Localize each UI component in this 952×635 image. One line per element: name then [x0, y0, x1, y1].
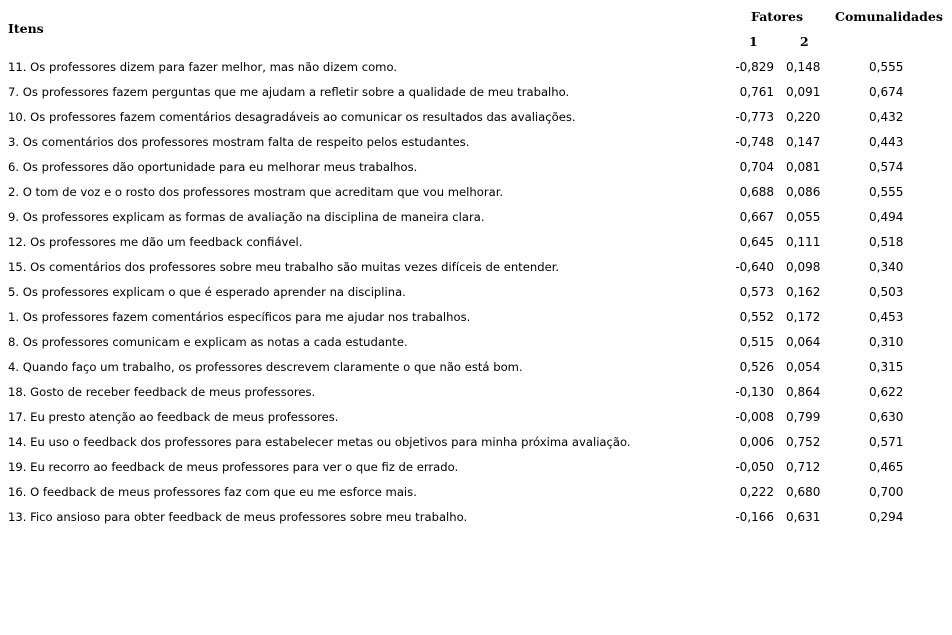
factor-2-loading: 0,091	[786, 85, 821, 99]
factor-2-loading: 0,680	[786, 485, 821, 499]
factors-header: Fatores	[751, 9, 803, 24]
item-text: 13. Fico ansioso para obter feedback de meus professores sobre meu trabalho.	[8, 510, 468, 524]
table-row	[0, 257, 952, 282]
factor-1-loading: -0,050	[735, 460, 774, 474]
factor-1-loading: 0,645	[739, 235, 774, 249]
factor-1-loading: -0,130	[735, 385, 774, 399]
factor-2-loading: 0,631	[786, 510, 821, 524]
factor-2-loading: 0,162	[786, 285, 821, 299]
item-text: 4. Quando faço um trabalho, os professores descrevem claramente o que não está bom.	[8, 360, 523, 374]
item-text: 10. Os professores fazem comentários desagradáveis ao comunicar os resultados das avaliações.	[8, 110, 576, 124]
item-text: 7. Os professores fazem perguntas que me ajudam a refletir sobre a qualidade de meu trabalho.	[8, 85, 570, 99]
factor-1-loading: 0,704	[739, 160, 774, 174]
factor-2-loading: 0,864	[786, 385, 821, 399]
table-row	[0, 282, 952, 307]
table-row	[0, 182, 952, 207]
table-row	[0, 482, 952, 507]
communality-value: 0,340	[869, 260, 904, 274]
factor-2-loading: 0,799	[786, 410, 821, 424]
factor-2-loading: 0,220	[786, 110, 821, 124]
factor-2-loading: 0,172	[786, 310, 821, 324]
factor-2-loading: 0,148	[786, 60, 821, 74]
communality-value: 0,700	[869, 485, 904, 499]
factor-1-loading: -0,640	[735, 260, 774, 274]
communality-value: 0,555	[869, 185, 904, 199]
factor-2-loading: 0,712	[786, 460, 821, 474]
item-text: 12. Os professores me dão um feedback confiável.	[8, 235, 303, 249]
communality-value: 0,310	[869, 335, 904, 349]
item-text: 17. Eu presto atenção ao feedback de meus professores.	[8, 410, 339, 424]
table-row	[0, 307, 952, 332]
factor-1-loading: -0,829	[735, 60, 774, 74]
communality-value: 0,630	[869, 410, 904, 424]
communality-value: 0,494	[869, 210, 904, 224]
item-text: 15. Os comentários dos professores sobre meu trabalho são muitas vezes difíceis de entender.	[8, 260, 560, 274]
factor-1-loading: -0,008	[735, 410, 774, 424]
communality-value: 0,555	[869, 60, 904, 74]
factor-2-loading: 0,055	[786, 210, 821, 224]
factor-1-loading: 0,573	[739, 285, 774, 299]
factor-1-loading: 0,761	[739, 85, 774, 99]
item-text: 18. Gosto de receber feedback de meus professores.	[8, 385, 316, 399]
table-row	[0, 432, 952, 457]
items-header: Itens	[8, 21, 44, 36]
factor-1-loading: 0,526	[739, 360, 774, 374]
communality-value: 0,571	[869, 435, 904, 449]
table-row	[0, 332, 952, 357]
item-text: 1. Os professores fazem comentários específicos para me ajudar nos trabalhos.	[8, 310, 471, 324]
item-text: 14. Eu uso o feedback dos professores para estabelecer metas ou objetivos para minha próxima avaliação.	[8, 435, 631, 449]
item-text: 9. Os professores explicam as formas de avaliação na disciplina de maneira clara.	[8, 210, 485, 224]
communality-value: 0,518	[869, 235, 904, 249]
factor-1-loading: -0,773	[735, 110, 774, 124]
factor-1-loading: 0,688	[739, 185, 774, 199]
table-row	[0, 132, 952, 157]
item-text: 8. Os professores comunicam e explicam as notas a cada estudante.	[8, 335, 408, 349]
communality-value: 0,432	[869, 110, 904, 124]
communality-value: 0,443	[869, 135, 904, 149]
communality-value: 0,294	[869, 510, 904, 524]
table-row	[0, 232, 952, 257]
factor-1-loading: 0,006	[739, 435, 774, 449]
factor-2-header: 2	[800, 34, 809, 49]
table-row	[0, 382, 952, 407]
item-text: 5. Os professores explicam o que é esperado aprender na disciplina.	[8, 285, 406, 299]
communality-value: 0,315	[869, 360, 904, 374]
table-row	[0, 107, 952, 132]
communality-value: 0,574	[869, 160, 904, 174]
communality-value: 0,453	[869, 310, 904, 324]
factor-2-loading: 0,752	[786, 435, 821, 449]
factor-2-loading: 0,064	[786, 335, 821, 349]
communalities-header: Comunalidades	[835, 9, 943, 24]
item-text: 16. O feedback de meus professores faz com que eu me esforce mais.	[8, 485, 417, 499]
factor-1-header: 1	[749, 34, 758, 49]
table-row	[0, 357, 952, 382]
table-row	[0, 157, 952, 182]
factor-1-loading: 0,222	[739, 485, 774, 499]
factor-2-loading: 0,086	[786, 185, 821, 199]
communality-value: 0,622	[869, 385, 904, 399]
factor-2-loading: 0,147	[786, 135, 821, 149]
factor-1-loading: 0,552	[739, 310, 774, 324]
item-text: 6. Os professores dão oportunidade para eu melhorar meus trabalhos.	[8, 160, 418, 174]
factor-table-body	[0, 57, 952, 532]
communality-value: 0,465	[869, 460, 904, 474]
factor-2-loading: 0,098	[786, 260, 821, 274]
table-row	[0, 457, 952, 482]
table-row	[0, 507, 952, 532]
item-text: 11. Os professores dizem para fazer melhor, mas não dizem como.	[8, 60, 398, 74]
factor-2-loading: 0,111	[786, 235, 821, 249]
factor-1-loading: -0,166	[735, 510, 774, 524]
item-text: 19. Eu recorro ao feedback de meus professores para ver o que fiz de errado.	[8, 460, 459, 474]
factor-1-loading: -0,748	[735, 135, 774, 149]
table-row	[0, 207, 952, 232]
communality-value: 0,674	[869, 85, 904, 99]
communality-value: 0,503	[869, 285, 904, 299]
factor-2-loading: 0,081	[786, 160, 821, 174]
table-row	[0, 82, 952, 107]
factor-1-loading: 0,515	[739, 335, 774, 349]
factor-1-loading: 0,667	[739, 210, 774, 224]
table-row	[0, 407, 952, 432]
table-row	[0, 57, 952, 82]
item-text: 2. O tom de voz e o rosto dos professores mostram que acreditam que vou melhorar.	[8, 185, 504, 199]
factor-2-loading: 0,054	[786, 360, 821, 374]
item-text: 3. Os comentários dos professores mostram falta de respeito pelos estudantes.	[8, 135, 470, 149]
